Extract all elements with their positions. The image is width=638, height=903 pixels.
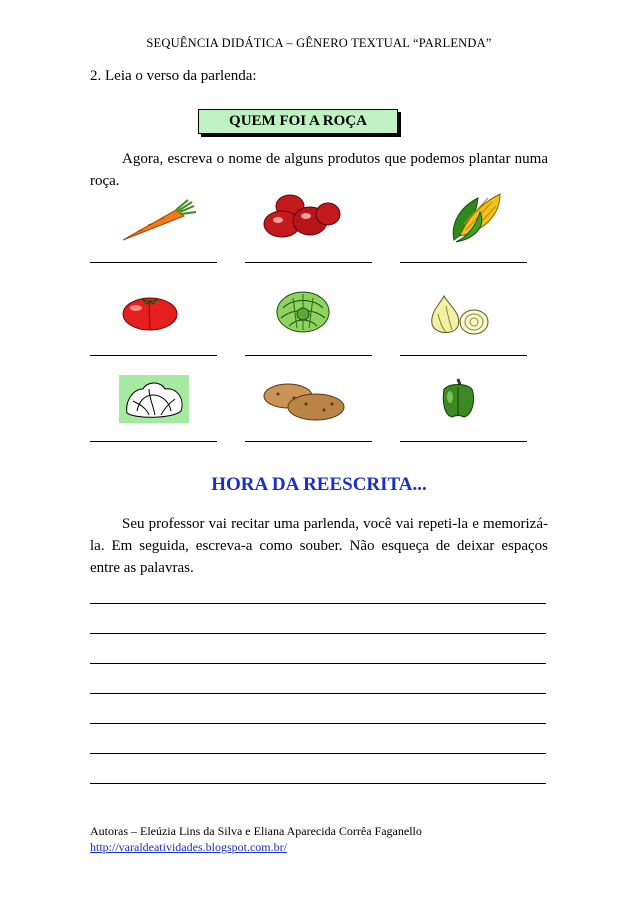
answer-line[interactable]: [90, 441, 217, 442]
answer-line[interactable]: [400, 262, 527, 263]
writing-line[interactable]: [90, 753, 546, 754]
footer-link[interactable]: http://varaldeatividades.blogspot.com.br/: [90, 840, 287, 854]
pepper-icon: [438, 375, 478, 419]
potato-icon: [262, 380, 346, 422]
question-prompt: 2. Leia o verso da parlenda:: [90, 68, 257, 84]
writing-line[interactable]: [90, 693, 546, 694]
instruction-text: Agora, escreva o nome de alguns produtos que podemos plantar numa roça.: [90, 151, 548, 189]
writing-line[interactable]: [90, 723, 546, 724]
answer-line[interactable]: [90, 355, 217, 356]
cabbage-icon: [275, 288, 331, 334]
writing-line[interactable]: [90, 633, 546, 634]
page-header: SEQUÊNCIA DIDÁTICA – GÊNERO TEXTUAL “PARLENDA”: [146, 36, 492, 50]
footer-authors: Autoras – Eleúzia Lins da Silva e Eliana Aparecida Corrêa Faganello: [90, 824, 422, 838]
answer-line[interactable]: [245, 355, 372, 356]
beans-icon: [260, 190, 345, 242]
answer-line[interactable]: [245, 262, 372, 263]
lettuce-icon: [119, 375, 189, 423]
rewrite-instruction: [90, 513, 548, 579]
answer-line[interactable]: [90, 262, 217, 263]
corn-icon: [446, 186, 508, 244]
rewrite-section-title: HORA DA REESCRITA...: [211, 474, 427, 495]
writing-line[interactable]: [90, 603, 546, 604]
tomato-icon: [120, 292, 180, 332]
answer-line[interactable]: [245, 441, 372, 442]
onion-icon: [426, 292, 490, 338]
answer-line[interactable]: [400, 441, 527, 442]
answer-line[interactable]: [400, 355, 527, 356]
carrot-icon: [118, 198, 198, 243]
rewrite-instruction-text: Seu professor vai recitar uma parlenda, você vai repeti-la e memorizá-la. Em seguida, escreva-a como souber. Não esqueça de deixar espaços entre as palavras.: [90, 516, 548, 576]
writing-line[interactable]: [90, 663, 546, 664]
page-footer: [90, 823, 422, 855]
writing-line[interactable]: [90, 783, 546, 784]
poem-title-box: QUEM FOI A ROÇA: [198, 109, 398, 134]
